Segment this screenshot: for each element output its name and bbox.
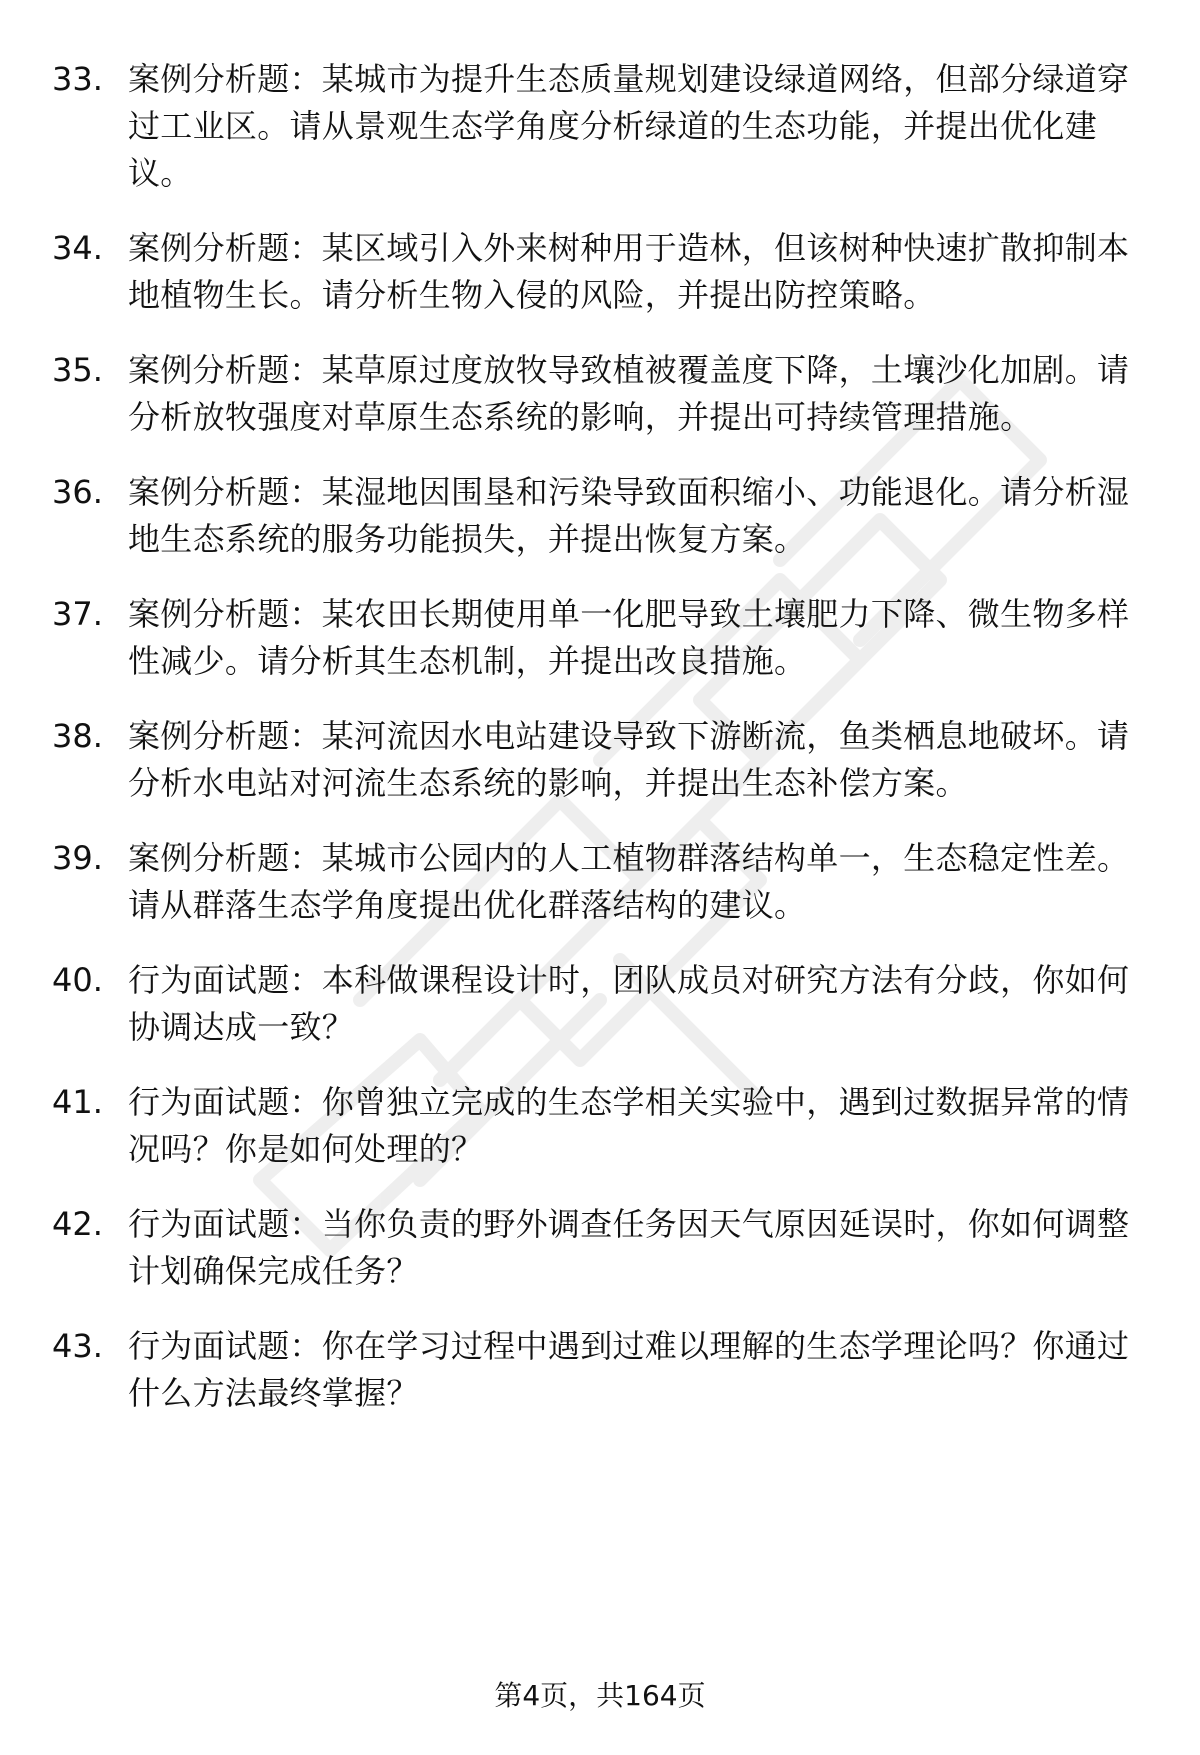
question-number: 38. (52, 717, 103, 755)
question-number: 39. (52, 839, 103, 877)
question-text: 案例分析题：某河流因水电站建设导致下游断流，鱼类栖息地破坏。请分析水电站对河流生态系统的影响，并提出生态补偿方案。 (128, 717, 1130, 802)
question-number: 41. (52, 1083, 103, 1121)
question-number: 43. (52, 1327, 103, 1365)
list-item (0, 713, 1200, 807)
list-item (0, 1079, 1200, 1173)
list-item (0, 1323, 1200, 1417)
question-number: 40. (52, 961, 103, 999)
question-text: 案例分析题：某城市为提升生态质量规划建设绿道网络，但部分绿道穿过工业区。请从景观生态学角度分析绿道的生态功能，并提出优化建议。 (128, 60, 1130, 192)
question-text: 行为面试题：当你负责的野外调查任务因天气原因延误时，你如何调整计划确保完成任务？ (128, 1205, 1130, 1290)
list-item (0, 1201, 1200, 1295)
question-text: 案例分析题：某区域引入外来树种用于造林，但该树种快速扩散抑制本地植物生长。请分析生物入侵的风险，并提出防控策略。 (128, 229, 1130, 314)
question-text: 案例分析题：某农田长期使用单一化肥导致土壤肥力下降、微生物多样性减少。请分析其生态机制，并提出改良措施。 (128, 595, 1130, 680)
question-text: 案例分析题：某城市公园内的人工植物群落结构单一，生态稳定性差。请从群落生态学角度提出优化群落结构的建议。 (128, 839, 1130, 924)
question-text: 案例分析题：某湿地因围垦和污染导致面积缩小、功能退化。请分析湿地生态系统的服务功能损失，并提出恢复方案。 (128, 473, 1130, 558)
list-item (0, 835, 1200, 929)
question-text: 行为面试题：你曾独立完成的生态学相关实验中，遇到过数据异常的情况吗？你是如何处理的？ (128, 1083, 1130, 1168)
question-number: 33. (52, 60, 103, 98)
list-item (0, 347, 1200, 441)
list-item (0, 469, 1200, 563)
question-number: 36. (52, 473, 103, 511)
question-number: 35. (52, 351, 103, 389)
list-item (0, 225, 1200, 319)
question-text: 行为面试题：本科做课程设计时，团队成员对研究方法有分歧，你如何协调达成一致？ (128, 961, 1130, 1046)
list-item (0, 591, 1200, 685)
question-list (0, 56, 1200, 1445)
question-number: 42. (52, 1205, 103, 1243)
page-footer: 第4页，共164页 (494, 1679, 706, 1712)
question-text: 案例分析题：某草原过度放牧导致植被覆盖度下降，土壤沙化加剧。请分析放牧强度对草原生态系统的影响，并提出可持续管理措施。 (128, 351, 1130, 436)
list-item (0, 957, 1200, 1051)
list-item (0, 56, 1200, 197)
question-number: 37. (52, 595, 103, 633)
question-text: 行为面试题：你在学习过程中遇到过难以理解的生态学理论吗？你通过什么方法最终掌握？ (128, 1327, 1130, 1412)
question-number: 34. (52, 229, 103, 267)
